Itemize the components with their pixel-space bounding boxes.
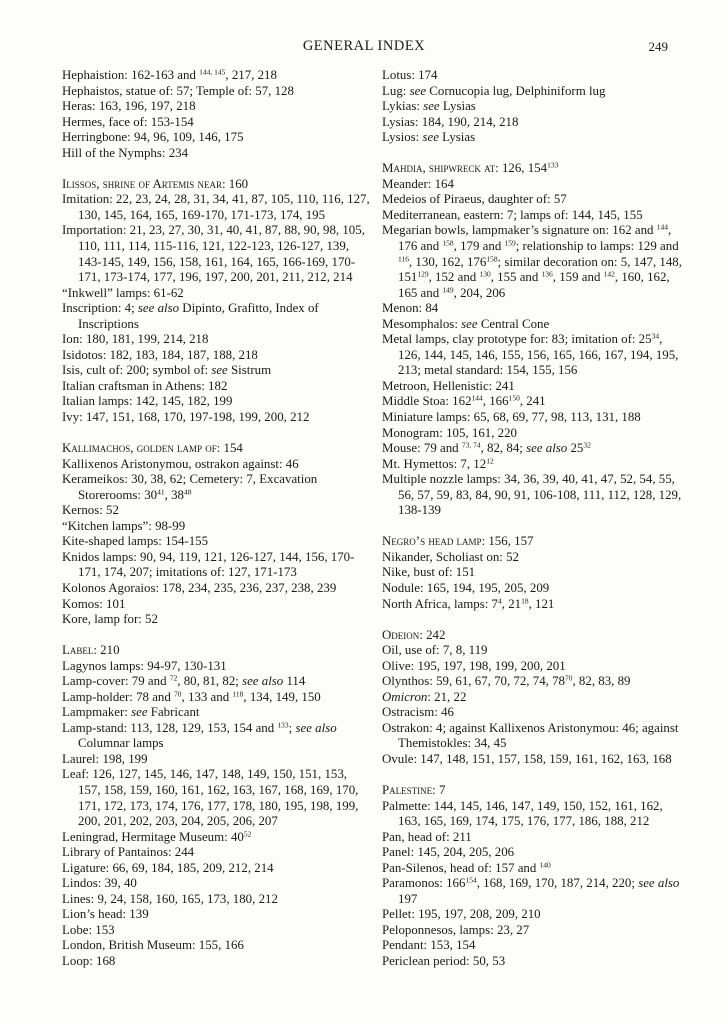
index-entry: Pan-Silenos, head of: 157 and $^{140}$: [382, 860, 551, 875]
index-entry: Ilissos, shrine of Artemis near: 160: [62, 176, 249, 191]
index-entry: Monogram: 105, 161, 220: [382, 425, 517, 440]
index-entry: Library of Pantainos: 244: [62, 845, 195, 860]
index-entry: Ion: 180, 181, 199, 214, 218: [62, 332, 209, 347]
page-header: [0, 38, 728, 58]
index-entry: Herringbone: 94, 96, 109, 146, 175: [62, 130, 244, 145]
index-entry: Medeios of Piraeus, daughter of: 57: [382, 192, 567, 207]
index-entry: Peloponnesos, lamps: 23, 27: [382, 922, 530, 937]
section-gap: [382, 146, 682, 162]
index-column-left: [62, 68, 372, 970]
index-entry: Metroon, Hellenistic: 241: [382, 378, 515, 393]
section-gap: [382, 767, 682, 783]
index-entry: Paramonos: $166^{154}$, 168, 169, 170, 187, 214, 220; see also 197: [382, 875, 680, 906]
index-entry: North Africa, lamps: $7^4$, $21^{18}$, 121: [382, 596, 555, 611]
index-entry: Ostrakon: 4; against Kallixenos Aristonymou: 46; against Themistokles: 34, 45: [382, 720, 679, 751]
index-entry: Oil, use of: 7, 8, 119: [382, 643, 488, 658]
index-entry: Komos: 101: [62, 596, 126, 611]
index-entry: Lamp-stand: 113, 128, 129, 153, 154 and $^{133}$; see also Columnar lamps: [62, 720, 337, 751]
index-entry: Olynthos: 59, 61, 67, 70, 72, 74, $78^{70}$, 82, 83, 89: [382, 673, 631, 689]
index-entry: Label: 210: [62, 643, 120, 658]
index-entry: Middle Stoa: $162^{144}$, $166^{150}$, 241: [382, 393, 546, 409]
index-entry: Kite-shaped lamps: 154-155: [62, 534, 209, 549]
index-entry: Italian craftsman in Athens: 182: [62, 378, 228, 393]
index-entry: Leningrad, Hermitage Museum: $40^{52}$: [62, 829, 252, 844]
index-entry: Lamp-cover: 79 and $^{72}$, 80, 81, 82; see also 114: [62, 673, 306, 689]
index-entry: Knidos lamps: 90, 94, 119, 121, 126-127, 144, 156, 170-171, 174, 207; imitations of: 127, 171-173: [62, 549, 355, 580]
running-title: GENERAL INDEX: [302, 38, 426, 54]
index-entry: Menon: 84: [382, 301, 439, 316]
index-entry: Kallixenos Aristonymou, ostrakon against: 46: [62, 456, 299, 471]
section-gap: [382, 519, 682, 535]
index-entry: Nikander, Scholiast on: 52: [382, 549, 519, 564]
index-entry: Palestine: 7: [382, 782, 446, 797]
index-entry: Mahdia, shipwreck at: 126, $154^{133}$: [382, 160, 559, 176]
index-entry: Lobe: 153: [62, 922, 115, 937]
index-entry: Mouse: 79 and $^{73, 74}$, 82, 84; see also $25^{32}$: [382, 440, 591, 456]
index-entry: Leaf: 126, 127, 145, 146, 147, 148, 149, 150, 151, 153, 157, 158, 159, 160, 161, 162, 163, 167, 168, 169, 170, 171, 172, 173, 174, 176, 177, 178, 180, 195, 198, 199, 200, 201, 202, 203, 204, 205, 206, 207: [62, 767, 359, 829]
section-gap: [382, 612, 682, 628]
index-entry: Nike, bust of: 151: [382, 565, 476, 580]
index-entry: Isis, cult of: 200; symbol of: see Sistrum: [62, 363, 272, 378]
index-entry: Lamp-holder: 78 and $^{70}$, 133 and $^{118}$, 134, 149, 150: [62, 689, 321, 704]
index-entry: Hermes, face of: 153-154: [62, 114, 194, 129]
index-entry: Palmette: 144, 145, 146, 147, 149, 150, 152, 161, 162, 163, 165, 169, 174, 175, 176, 177, 186, 188, 212: [382, 798, 663, 829]
page-number: 249: [648, 39, 668, 54]
index-entry: Ligature: 66, 69, 184, 185, 209, 212, 214: [62, 860, 274, 875]
section-gap: [62, 161, 372, 177]
index-entry: Negro’s head lamp: 156, 157: [382, 534, 534, 549]
index-entry: Lion’s head: 139: [62, 907, 149, 922]
index-entry: “Inkwell” lamps: 61-62: [62, 285, 184, 300]
index-entry: Importation: 21, 23, 27, 30, 31, 40, 41, 87, 88, 90, 98, 105, 110, 111, 114, 115-116, 121, 122-123, 126-127, 139, 143-145, 149, 156, 158, 161, 164, 165, 166-169, 170-171, 173-174, 177, 196, 197, 200, 201, 211, 212, 214: [62, 223, 365, 285]
index-entry: “Kitchen lamps”: 98-99: [62, 518, 186, 533]
index-entry: Meander: 164: [382, 176, 454, 191]
index-entry: Imitation: 22, 23, 24, 28, 31, 34, 41, 87, 105, 110, 116, 127, 130, 145, 164, 165, 169-170, 171-173, 174, 195: [62, 192, 370, 222]
index-entry: Loop: 168: [62, 954, 116, 969]
index-entry: Italian lamps: 142, 145, 182, 199: [62, 394, 233, 409]
section-gap: [62, 426, 372, 442]
section-gap: [62, 628, 372, 644]
index-column-right: [382, 68, 682, 970]
index-entry: Lysias: 184, 190, 214, 218: [382, 114, 519, 129]
index-entry: Mesomphalos: see Central Cone: [382, 316, 550, 331]
index-entry: Lykias: see Lysias: [382, 99, 476, 114]
index-entry: Ivy: 147, 151, 168, 170, 197-198, 199, 200, 212: [62, 409, 310, 424]
index-entry: Periclean period: 50, 53: [382, 953, 506, 968]
index-entry: Ovule: 147, 148, 151, 157, 158, 159, 161, 162, 163, 168: [382, 751, 672, 766]
index-entry: Hephaistos, statue of: 57; Temple of: 57, 128: [62, 83, 294, 98]
index-entry: Multiple nozzle lamps: 34, 36, 39, 40, 41, 47, 52, 54, 55, 56, 57, 59, 83, 84, 90, 91, 106-108, 111, 112, 128, 129, 138-139: [382, 472, 682, 518]
index-entry: Kallimachos, golden lamp of: 154: [62, 441, 243, 456]
index-entry: Hephaistion: 162-163 and $^{144, 145}$, 217, 218: [62, 67, 277, 82]
index-entry: Kernos: 52: [62, 503, 119, 518]
index-entry: Kolonos Agoraios: 178, 234, 235, 236, 237, 238, 239: [62, 580, 337, 595]
index-entry: Panel: 145, 204, 205, 206: [382, 845, 515, 860]
index-entry: Ostracism: 46: [382, 705, 454, 720]
index-entry: Pellet: 195, 197, 208, 209, 210: [382, 907, 541, 922]
index-entry: Lines: 9, 24, 158, 160, 165, 173, 180, 212: [62, 891, 278, 906]
index-entry: Lagynos lamps: 94-97, 130-131: [62, 658, 227, 673]
index-entry: Nodule: 165, 194, 195, 205, 209: [382, 580, 550, 595]
index-entry: Heras: 163, 196, 197, 218: [62, 99, 196, 114]
index-entry: Lotus: 174: [382, 68, 438, 82]
index-entry: Inscription: 4; see also Dipinto, Grafitto, Index of Inscriptions: [62, 301, 319, 331]
index-entry: London, British Museum: 155, 166: [62, 938, 244, 953]
index-entry: Megarian bowls, lampmaker’s signature on: 162 and $^{144}$, 176 and $^{158}$, 179 and $^{159}$; relationship to lamps: 129 and $^{116}$, 130, 162, $176^{158}$; similar decoration on: 5, 147, 148, $151^{129}$, 152 and $^{130}$, 155 and $^{136}$, 159 and $^{142}$, 160, 162, 165 and $^{149}$, 204, 206: [382, 222, 682, 300]
index-entry: Isidotos: 182, 183, 184, 187, 188, 218: [62, 347, 258, 362]
index-entry: Miniature lamps: 65, 68, 69, 77, 98, 113, 131, 188: [382, 409, 641, 424]
index-entry: Laurel: 198, 199: [62, 751, 148, 766]
index-entry: Pendant: 153, 154: [382, 938, 476, 953]
index-entry: Omicron: 21, 22: [382, 689, 467, 704]
index-entry: Mt. Hymettos: 7, $12^{12}$: [382, 456, 494, 471]
index-entry: Pan, head of: 211: [382, 829, 472, 844]
index-entry: Olive: 195, 197, 198, 199, 200, 201: [382, 658, 566, 673]
index-entry: Lysios: see Lysias: [382, 130, 476, 145]
index-entry: Metal lamps, clay prototype for: 83; imitation of: $25^{34}$, 126, 144, 145, 146, 155, 156, 165, 166, 167, 194, 195, 213; metal standard: 154, 155, 156: [382, 331, 679, 378]
index-entry: Mediterranean, eastern: 7; lamps of: 144, 145, 155: [382, 207, 643, 222]
index-entry: Hill of the Nymphs: 234: [62, 145, 189, 160]
index-entry: Kore, lamp for: 52: [62, 612, 158, 627]
index-entry: Lindos: 39, 40: [62, 876, 137, 891]
index-entry: Odeion: 242: [382, 627, 446, 642]
index-entry: Kerameikos: 30, 38, 62; Cemetery: 7, Excavation Storerooms: $30^{41}$, $38^{48}$: [62, 472, 318, 502]
index-entry: Lug: see Cornucopia lug, Delphiniform lug: [382, 83, 606, 98]
index-entry: Lampmaker: see Fabricant: [62, 705, 200, 720]
